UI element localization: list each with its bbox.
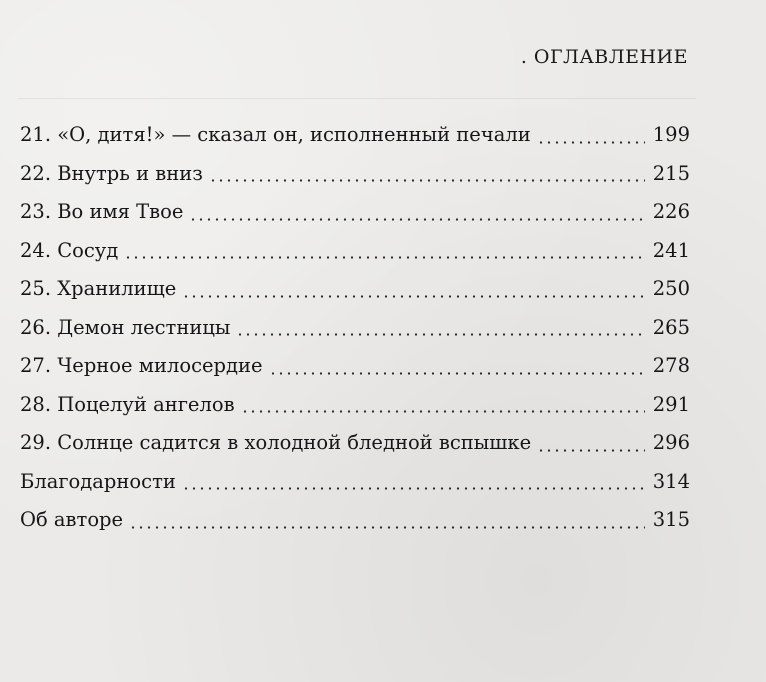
toc-entry-page: 215 bbox=[652, 161, 690, 185]
toc-entry-page: 265 bbox=[652, 315, 690, 339]
toc-entry bbox=[20, 232, 690, 271]
dot-leader bbox=[129, 526, 645, 529]
toc-entry bbox=[20, 424, 690, 463]
toc-entry-title: 24. Сосуд bbox=[20, 238, 119, 262]
toc-entry-title: 26. Демон лестницы bbox=[20, 315, 231, 339]
toc-entry-title: Об авторе bbox=[20, 508, 124, 531]
toc-entry-page: 315 bbox=[652, 508, 690, 531]
toc-entry-page: 199 bbox=[652, 123, 690, 146]
dot-leader bbox=[537, 141, 645, 144]
table-of-contents bbox=[20, 116, 690, 540]
toc-entry-page: 291 bbox=[652, 392, 690, 416]
toc-entry-title: 21. «О, дитя!» — сказал он, исполненный печали bbox=[20, 123, 531, 146]
toc-entry bbox=[20, 270, 690, 309]
toc-entry bbox=[20, 155, 690, 194]
toc-entry bbox=[20, 386, 690, 425]
toc-entry-title: 28. Поцелуй ангелов bbox=[20, 392, 235, 416]
dot-leader bbox=[182, 487, 645, 490]
running-head: . ОГЛАВЛЕНИЕ bbox=[520, 46, 688, 68]
toc-entry bbox=[20, 309, 690, 348]
toc-entry-title: 23. Во имя Твое bbox=[20, 200, 184, 223]
toc-entry bbox=[20, 116, 690, 155]
dot-leader bbox=[124, 256, 644, 259]
toc-entry-title: 29. Солнце садится в холодной бледной вспышке bbox=[20, 431, 532, 454]
dot-leader bbox=[269, 372, 645, 375]
toc-entry-page: 241 bbox=[652, 238, 690, 262]
toc-entry-title: Благодарности bbox=[20, 469, 176, 493]
toc-entry bbox=[20, 193, 690, 232]
dot-leader bbox=[189, 218, 644, 221]
toc-entry bbox=[20, 501, 690, 540]
toc-entry bbox=[20, 463, 690, 502]
toc-entry bbox=[20, 347, 690, 386]
toc-entry-title: 27. Черное милосердие bbox=[20, 354, 263, 377]
toc-entry-page: 314 bbox=[652, 469, 690, 493]
toc-entry-title: 25. Хранилище bbox=[20, 277, 177, 300]
dot-leader bbox=[209, 179, 645, 182]
dot-leader bbox=[236, 333, 644, 336]
toc-entry-title: 22. Внутрь и вниз bbox=[20, 161, 203, 185]
toc-entry-page: 250 bbox=[652, 277, 690, 300]
toc-entry-page: 296 bbox=[652, 431, 690, 454]
header-rule bbox=[18, 98, 696, 99]
toc-entry-page: 226 bbox=[652, 200, 690, 223]
dot-leader bbox=[241, 410, 645, 413]
toc-entry-page: 278 bbox=[652, 354, 690, 377]
dot-leader bbox=[182, 295, 645, 298]
dot-leader bbox=[537, 449, 645, 452]
